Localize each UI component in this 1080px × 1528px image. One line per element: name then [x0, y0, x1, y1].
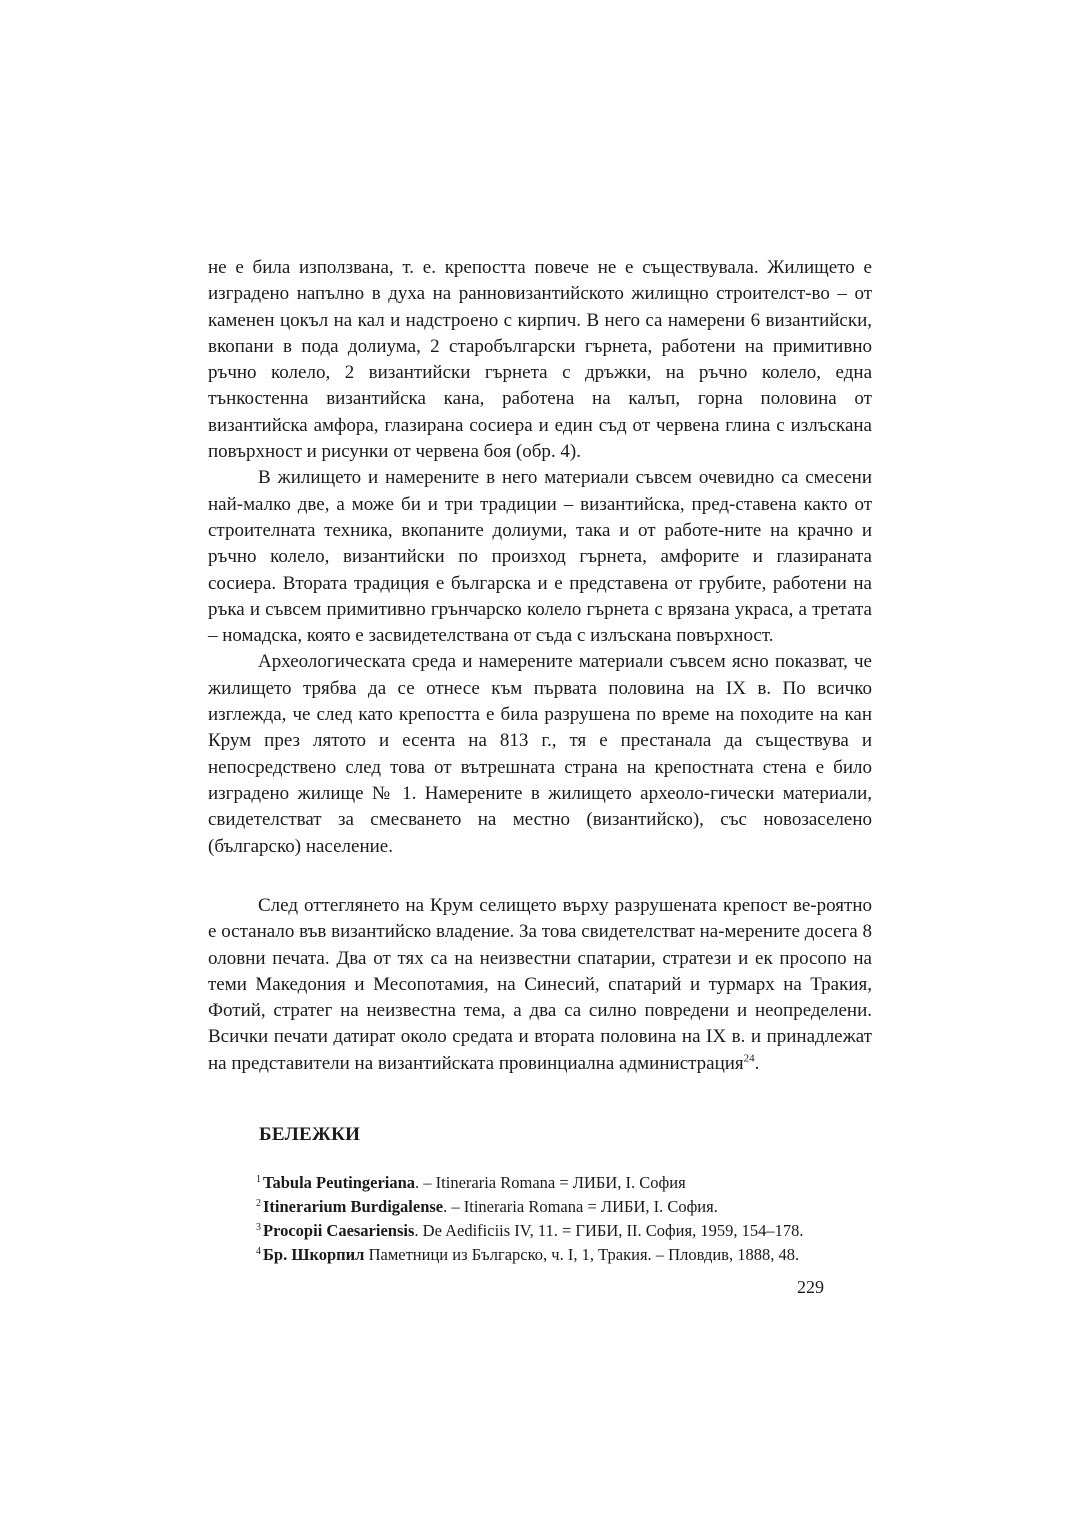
note-4-number: 4	[256, 1245, 261, 1257]
page-number: 229	[797, 1277, 824, 1297]
note-1-author: Tabula Peutingeriana	[263, 1173, 416, 1192]
paragraph-4-text: След оттеглянето на Крум селището върху разрушената крепост ве-роятно е останало във византийско владение. За това свидетелстват на-мерените досега 8 оловни печата. Два от тях са на неизвестни спатарии, стратези и ек просопо на теми Македония и Месопотамия, на Синесий, спатарий и турмарх на Тракия, Фотий, стратег на неизвестна тема, а два са силно повредени и неопределени. Всички печати датират около средата и втората половина на IX в. и принадлежат на представители на византийската провинциална администрация	[208, 895, 872, 1074]
note-1-number: 1	[256, 1173, 261, 1185]
paragraph-1: не е била използвана, т. е. крепостта повече не е съществувала. Жилището е изградено напълно в духа на ранновизантийското жилищно строителст-во – от каменен цокъл на кал и надстроено с кирпич. В него са намерени 6 византийски, вкопани в пода долиума, 2 старобългарски гърнета, работени на примитивно ръчно колело, 2 византийски гърнета с дръжки, на ръчно колело, една тънкостенна византийска кана, работена на калъп, горна половина от византийска амфора, глазирана сосиера и един съд от червена глина с излъскана повърхност и рисунки от червена боя (обр. 4).	[208, 257, 872, 463]
note-1-text: . – Itineraria Romana = ЛИБИ, I. София	[415, 1173, 686, 1192]
note-3-text: . De Aedificiis IV, 11. = ГИБИ, II. София, 1959, 154–178.	[414, 1221, 804, 1240]
main-text-block-2	[208, 893, 872, 1077]
note-2	[256, 1195, 886, 1219]
note-3	[256, 1219, 886, 1243]
note-2-author: Itinerarium Burdigalense	[263, 1197, 444, 1216]
note-2-number: 2	[256, 1197, 261, 1209]
footnote-reference-24[interactable]: 24	[743, 1052, 755, 1065]
paragraph-4	[208, 893, 872, 1077]
note-2-text: . – Itineraria Romana = ЛИБИ, I. София.	[443, 1197, 718, 1216]
main-text-block-1	[208, 255, 872, 860]
note-1	[256, 1171, 886, 1195]
note-3-author: Procopii Caesariensis	[263, 1221, 415, 1240]
note-4-author: Бр. Шкорпил	[263, 1245, 365, 1264]
notes-heading: БЕЛЕЖКИ	[259, 1124, 361, 1145]
note-4	[256, 1243, 886, 1267]
note-3-number: 3	[256, 1221, 261, 1233]
note-4-text: Паметници из Българско, ч. I, 1, Тракия. – Пловдив, 1888, 48.	[364, 1245, 800, 1264]
paragraph-2: В жилището и намерените в него материали съвсем очевидно са смесени най-малко две, а може би и три традиции – византийска, пред-ставена както от строителната техника, вкопаните долиуми, така и от работе-ните на крачно и ръчно колело, византийски по произход гърнета, амфорите и глазираната сосиера. Втората традиция е българска и е представена от грубите, работени на ръка и съвсем примитивно грънчарско колело гърнета с врязана украса, а третата – номадска, която е засвидетелствана от съда с излъскана повърхност.	[208, 467, 872, 647]
paragraph-3: Археологическата среда и намерените материали съвсем ясно показват, че жилището трябва да се отнесе към първата половина на IX в. По всичко изглежда, че след като крепостта е била разрушена по време на походите на кан Крум през лятото и есента на 813 г., тя е престанала да съществува и непосредствено след това от вътрешната страна на крепостната стена е било изградено жилище № 1. Намерените в жилището археоло-гически материали, свидетелстват за смесването на местно (византийско), със новозаселено (българско) население.	[208, 651, 872, 857]
notes-list	[256, 1171, 886, 1267]
paragraph-4-end: .	[754, 1052, 760, 1074]
